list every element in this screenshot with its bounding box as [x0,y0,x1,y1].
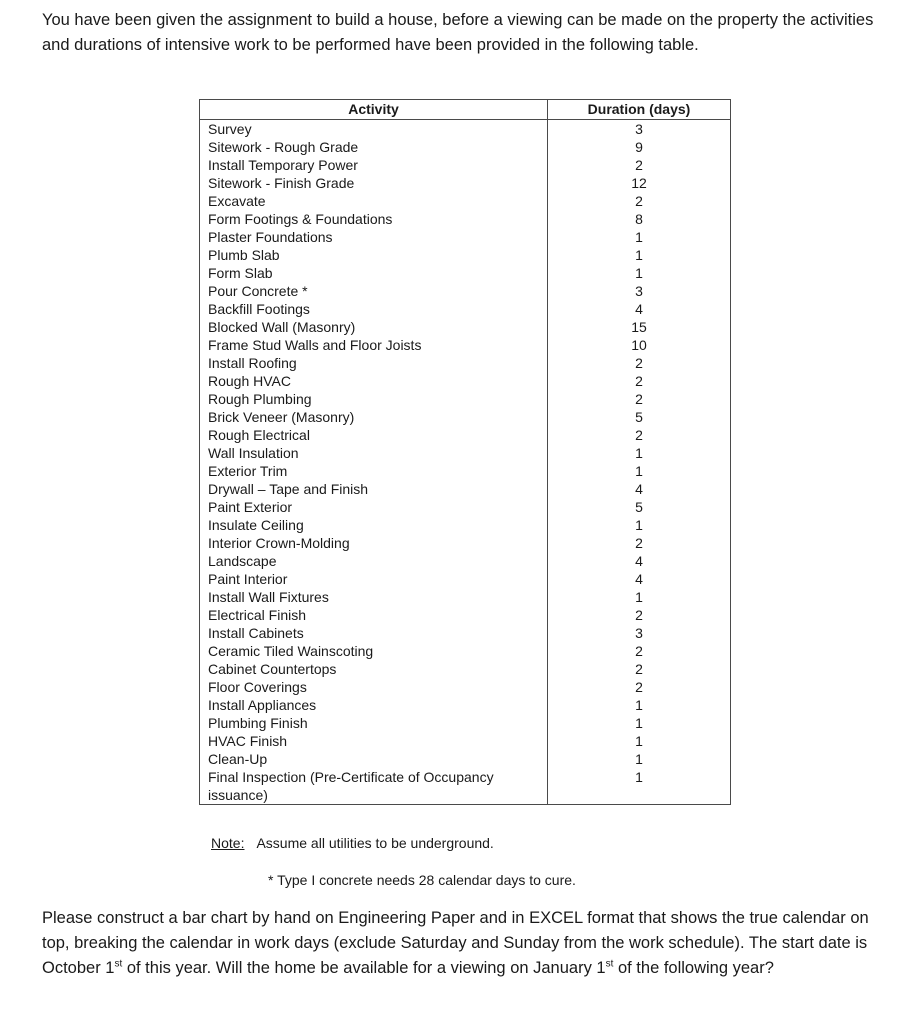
duration-cell: 9 [548,138,731,156]
duration-cell: 2 [548,426,731,444]
activity-cell: Install Cabinets [200,624,548,642]
activity-cell: Interior Crown-Molding [200,534,548,552]
activity-cell: Install Appliances [200,696,548,714]
duration-cell: 2 [548,354,731,372]
activity-cell: Install Temporary Power [200,156,548,174]
duration-cell: 2 [548,192,731,210]
activity-cell: Paint Interior [200,570,548,588]
table-row [200,588,731,606]
activity-cell: Landscape [200,552,548,570]
duration-cell: 1 [548,750,731,768]
duration-cell: 4 [548,300,731,318]
duration-cell: 2 [548,372,731,390]
table-row [200,660,731,678]
table-row [200,480,731,498]
table-row [200,408,731,426]
duration-cell: 1 [548,768,731,805]
table-row [200,444,731,462]
note-label: Note: [211,835,245,851]
table-row [200,372,731,390]
duration-cell: 8 [548,210,731,228]
activity-cell: Form Footings & Foundations [200,210,548,228]
activity-cell: Clean-Up [200,750,548,768]
activity-cell: Install Roofing [200,354,548,372]
activity-cell: Paint Exterior [200,498,548,516]
table-row [200,228,731,246]
activity-cell: Ceramic Tiled Wainscoting [200,642,548,660]
note-text: Assume all utilities to be underground. [256,835,494,851]
activity-cell: Excavate [200,192,548,210]
table-body [200,120,731,805]
activity-cell: Survey [200,120,548,139]
activity-cell: Frame Stud Walls and Floor Joists [200,336,548,354]
activity-cell: Cabinet Countertops [200,660,548,678]
duration-cell: 3 [548,624,731,642]
duration-cell: 2 [548,606,731,624]
table-row [200,498,731,516]
outro-part3: of the following year? [613,959,774,977]
table-row [200,246,731,264]
table-row [200,138,731,156]
duration-cell: 2 [548,390,731,408]
table-row [200,336,731,354]
duration-cell: 1 [548,714,731,732]
outro-part1: Please construct a bar chart by hand on Engineering Paper and in EXCEL format that shows the true calendar on top, breaking the calendar in work days (exclude Saturday and Sunday from the work schedule). The start date is October 1 [42,909,869,977]
table-row [200,282,731,300]
duration-cell: 4 [548,552,731,570]
activity-cell: HVAC Finish [200,732,548,750]
table-row [200,264,731,282]
table-row [200,714,731,732]
activity-cell: Pour Concrete * [200,282,548,300]
table-row [200,426,731,444]
table-row [200,354,731,372]
duration-cell: 1 [548,696,731,714]
table-row [200,552,731,570]
activity-table [199,99,731,805]
duration-cell: 3 [548,120,731,139]
activity-cell: Rough Plumbing [200,390,548,408]
duration-cell: 1 [548,228,731,246]
duration-cell: 2 [548,660,731,678]
activity-cell: Rough Electrical [200,426,548,444]
duration-cell: 3 [548,282,731,300]
table-row [200,120,731,139]
duration-cell: 1 [548,264,731,282]
duration-cell: 1 [548,444,731,462]
duration-cell: 2 [548,534,731,552]
table-row [200,462,731,480]
activity-table-container [199,99,731,805]
table-row [200,732,731,750]
activity-cell: Plumbing Finish [200,714,548,732]
duration-cell: 5 [548,408,731,426]
outro-sup1: st [114,958,123,970]
table-row [200,642,731,660]
footnote: * Type I concrete needs 28 calendar days to cure. [268,872,576,888]
table-row [200,516,731,534]
activity-cell: Final Inspection (Pre-Certificate of Occupancy issuance) [200,768,548,805]
table-row [200,696,731,714]
activity-header: Activity [200,100,548,120]
table-row [200,570,731,588]
activity-cell: Plaster Foundations [200,228,548,246]
duration-cell: 1 [548,732,731,750]
duration-cell: 15 [548,318,731,336]
table-row [200,300,731,318]
activity-cell: Backfill Footings [200,300,548,318]
table-row [200,210,731,228]
duration-cell: 2 [548,156,731,174]
intro-paragraph: You have been given the assignment to build a house, before a viewing can be made on the property the activities and durations of intensive work to be performed have been provided in the following table. [42,11,874,54]
table-row [200,156,731,174]
duration-cell: 2 [548,642,731,660]
table-row [200,192,731,210]
note [211,835,494,851]
activity-cell: Form Slab [200,264,548,282]
table-row [200,678,731,696]
duration-cell: 1 [548,516,731,534]
table-row [200,534,731,552]
table-row [200,624,731,642]
outro-paragraph [42,906,892,981]
duration-header: Duration (days) [548,100,731,120]
table-row [200,318,731,336]
outro-part2: of this year. Will the home be available for a viewing on January 1 [122,959,606,977]
table-row [200,606,731,624]
activity-cell: Floor Coverings [200,678,548,696]
activity-cell: Exterior Trim [200,462,548,480]
table-row [200,174,731,192]
duration-cell: 12 [548,174,731,192]
duration-cell: 5 [548,498,731,516]
table-row [200,390,731,408]
duration-cell: 4 [548,570,731,588]
activity-cell: Sitework - Finish Grade [200,174,548,192]
duration-cell: 1 [548,246,731,264]
table-header-row [200,100,731,120]
duration-cell: 1 [548,588,731,606]
activity-cell: Rough HVAC [200,372,548,390]
activity-cell: Drywall – Tape and Finish [200,480,548,498]
activity-cell: Install Wall Fixtures [200,588,548,606]
outro-sup2: st [605,958,614,970]
duration-cell: 4 [548,480,731,498]
activity-cell: Sitework - Rough Grade [200,138,548,156]
duration-cell: 10 [548,336,731,354]
activity-cell: Electrical Finish [200,606,548,624]
activity-cell: Wall Insulation [200,444,548,462]
table-row [200,750,731,768]
table-row [200,768,731,805]
activity-cell: Blocked Wall (Masonry) [200,318,548,336]
activity-cell: Brick Veneer (Masonry) [200,408,548,426]
activity-cell: Insulate Ceiling [200,516,548,534]
duration-cell: 1 [548,462,731,480]
duration-cell: 2 [548,678,731,696]
activity-cell: Plumb Slab [200,246,548,264]
